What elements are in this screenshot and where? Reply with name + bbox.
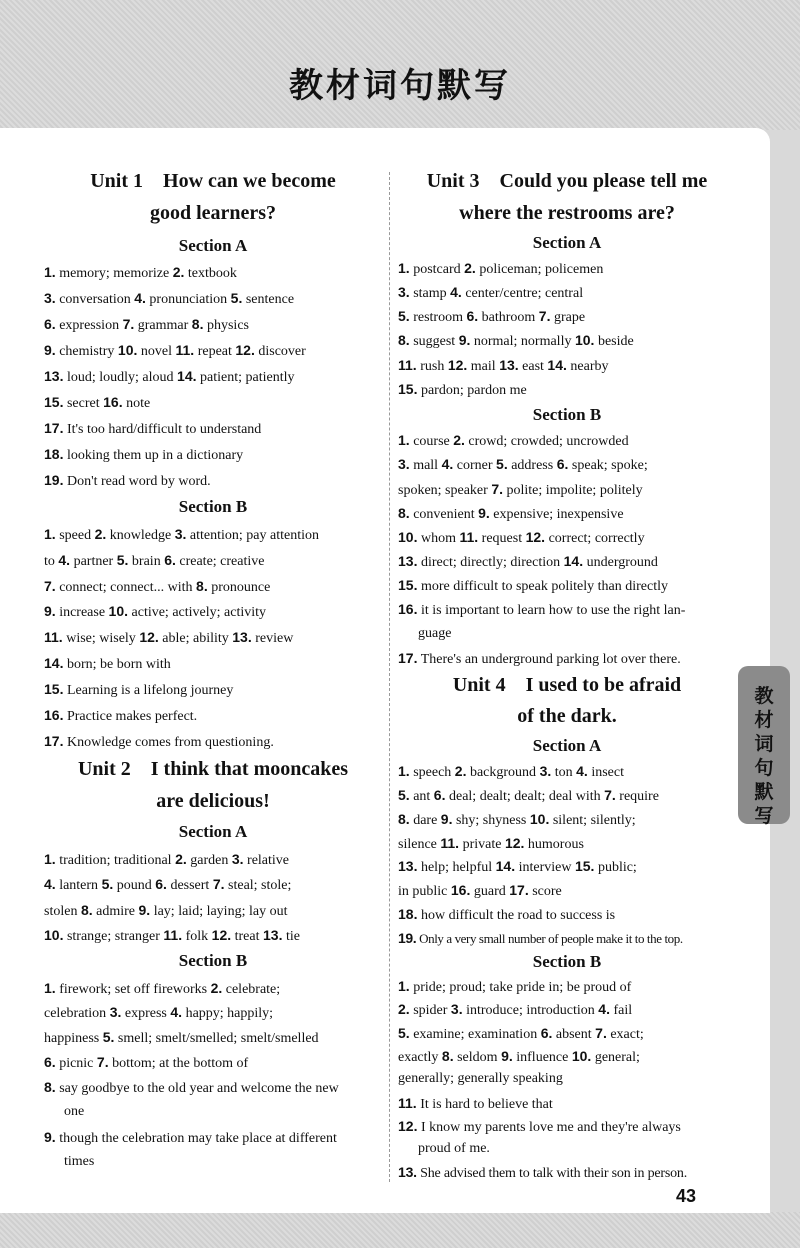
- list-item: in public 16. guard 17. score: [398, 882, 562, 899]
- unit1-section-b-title: Section B: [178, 497, 248, 516]
- list-item: 5. restroom 6. bathroom 7. grape: [398, 308, 586, 325]
- list-item: 1. speech 2. background 3. ton 4. insect: [398, 763, 624, 780]
- list-item: 13. loud; loudly; aloud 14. patient; patiently: [44, 368, 295, 385]
- list-item: 3. conversation 4. pronunciation 5. sentence: [44, 290, 295, 307]
- side-tab: [738, 666, 790, 827]
- unit3-title-line2: where the restrooms are?: [459, 202, 675, 224]
- list-item: 7. connect; connect... with 8. pronounce: [44, 578, 271, 595]
- list-item: 1. course 2. crowd; crowded; uncrowded: [398, 432, 629, 449]
- footer-background: [0, 1212, 800, 1248]
- list-item: 6. expression 7. grammar 8. physics: [44, 316, 249, 333]
- list-item: 17. Knowledge comes from questioning.: [44, 733, 274, 750]
- unit4-title-line2: of the dark.: [517, 705, 617, 727]
- list-item: 8. convenient 9. expensive; inexpensive: [398, 505, 624, 522]
- list-item: 18. how difficult the road to success is: [398, 906, 616, 923]
- list-item: one: [64, 1104, 85, 1119]
- list-item: 5. examine; examination 6. absent 7. exact;: [398, 1025, 644, 1042]
- list-item: 1. memory; memorize 2. textbook: [44, 264, 237, 281]
- list-item: 6. picnic 7. bottom; at the bottom of: [44, 1054, 249, 1071]
- list-item: 3. mall 4. corner 5. address 6. speak; spoke;: [398, 456, 648, 473]
- list-item: 15. more difficult to speak politely than directly: [398, 577, 668, 594]
- list-item: 17. It's too hard/difficult to understand: [44, 420, 262, 437]
- list-item: 1. pride; proud; take pride in; be proud of: [398, 978, 632, 995]
- list-item: 16. Practice makes perfect.: [44, 707, 198, 724]
- list-item: 1. firework; set off fireworks 2. celebrate;: [44, 980, 281, 997]
- unit2-section-a-title: Section A: [178, 822, 248, 841]
- list-item: 5. ant 6. deal; dealt; dealt; deal with 7. require: [398, 787, 659, 804]
- unit3-section-a-title: Section A: [532, 233, 602, 252]
- list-item: exactly 8. seldom 9. influence 10. general;: [398, 1048, 640, 1065]
- list-item: 13. She advised them to talk with their son in person.: [398, 1164, 688, 1181]
- unit2-title-line1: Unit 2 I think that mooncakes: [77, 758, 349, 780]
- list-item: 10. whom 11. request 12. correct; correctly: [398, 529, 645, 546]
- list-item: generally; generally speaking: [398, 1071, 563, 1086]
- list-item: proud of me.: [418, 1141, 490, 1156]
- list-item: 18. looking them up in a dictionary: [44, 446, 244, 463]
- unit3-title-line1: Unit 3 Could you please tell me: [426, 170, 708, 192]
- list-item: 15. Learning is a lifelong journey: [44, 681, 234, 698]
- list-item: happiness 5. smell; smelt/smelled; smelt/smelled: [44, 1029, 319, 1046]
- list-item: spoken; speaker 7. polite; impolite; politely: [398, 481, 643, 498]
- list-item: 17. There's an underground parking lot over there.: [398, 650, 681, 667]
- list-item: times: [64, 1154, 95, 1169]
- list-item: 19. Only a very small number of people make it to the top.: [398, 930, 683, 946]
- list-item: 2. spider 3. introduce; introduction 4. fail: [398, 1001, 633, 1018]
- unit2-title-line2: are delicious!: [156, 790, 270, 812]
- list-item: 11. It is hard to believe that: [398, 1095, 553, 1112]
- list-item: 19. Don't read word by word.: [44, 472, 211, 489]
- list-item: celebration 3. express 4. happy; happily;: [44, 1004, 274, 1021]
- list-item: to 4. partner 5. brain 6. create; creative: [44, 552, 265, 569]
- list-item: 8. say goodbye to the old year and welcome the new: [44, 1079, 339, 1096]
- list-item: silence 11. private 12. humorous: [398, 835, 584, 852]
- list-item: 1. tradition; traditional 2. garden 3. relative: [44, 851, 290, 868]
- list-item: 9. chemistry 10. novel 11. repeat 12. discover: [44, 342, 306, 359]
- list-item: 8. dare 9. shy; shyness 10. silent; silently;: [398, 811, 636, 828]
- unit4-title-line1: Unit 4 I used to be afraid: [452, 674, 682, 696]
- unit2-section-b-title: Section B: [178, 951, 248, 970]
- list-item: 13. direct; directly; direction 14. underground: [398, 553, 658, 570]
- list-item: 9. though the celebration may take place at different: [44, 1129, 337, 1146]
- page-number: 43: [676, 1186, 697, 1206]
- list-item: 13. help; helpful 14. interview 15. public;: [398, 858, 637, 875]
- list-item: 11. wise; wisely 12. able; ability 13. review: [44, 629, 294, 646]
- side-tab-label: 教材词句默写: [754, 685, 774, 827]
- list-item: 1. postcard 2. policeman; policemen: [398, 260, 604, 277]
- list-item: guage: [418, 626, 452, 641]
- unit1-section-a-title: Section A: [178, 236, 248, 255]
- list-item: 3. stamp 4. center/centre; central: [398, 284, 584, 301]
- list-item: 14. born; be born with: [44, 655, 171, 672]
- unit4-section-b-title: Section B: [532, 952, 602, 971]
- list-item: 10. strange; stranger 11. folk 12. treat 13. tie: [44, 927, 300, 944]
- list-item: 16. it is important to learn how to use the right lan-: [398, 601, 686, 618]
- list-item: 1. speed 2. knowledge 3. attention; pay attention: [44, 526, 319, 543]
- list-item: 8. suggest 9. normal; normally 10. beside: [398, 332, 634, 349]
- list-item: 12. I know my parents love me and they're always: [398, 1118, 681, 1135]
- unit1-title-line1: Unit 1 How can we become: [90, 170, 336, 192]
- list-item: 15. pardon; pardon me: [398, 381, 527, 398]
- list-item: 4. lantern 5. pound 6. dessert 7. steal; stole;: [44, 876, 292, 893]
- page-title: 教材词句默写: [289, 66, 511, 106]
- list-item: 11. rush 12. mail 13. east 14. nearby: [398, 357, 609, 374]
- list-item: stolen 8. admire 9. lay; laid; laying; lay out: [44, 902, 288, 919]
- unit1-title-line2: good learners?: [149, 202, 277, 224]
- unit3-section-b-title: Section B: [532, 405, 602, 424]
- list-item: 9. increase 10. active; actively; activity: [44, 603, 267, 620]
- column-divider: [389, 172, 390, 1182]
- unit4-section-a-title: Section A: [532, 736, 602, 755]
- list-item: 15. secret 16. note: [44, 394, 151, 411]
